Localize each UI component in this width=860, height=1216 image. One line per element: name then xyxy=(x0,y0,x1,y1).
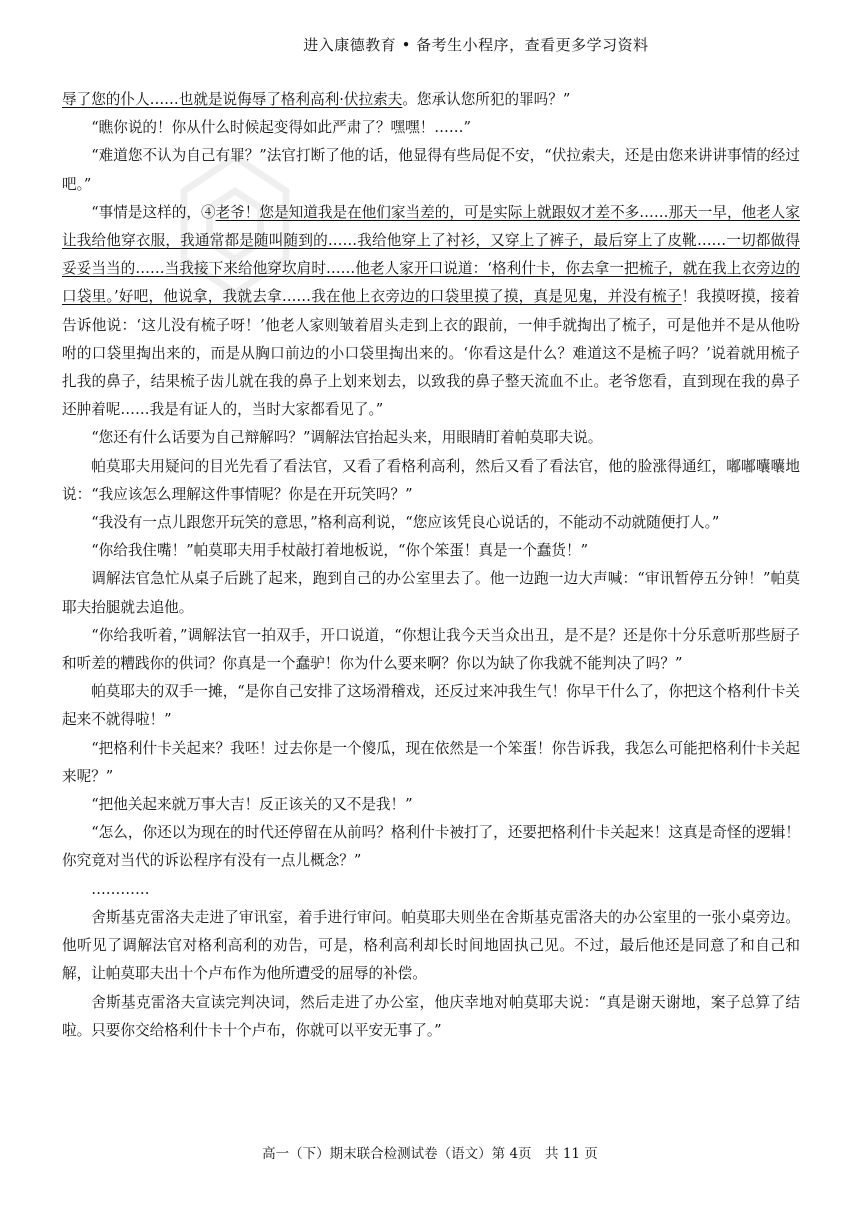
paragraph xyxy=(62,876,800,904)
text-segment: ！我摸呀摸，接着告诉他说：‘这儿没有梳子呀！’他老人家则皱着眉头走到上衣的跟前，一伸手就掏出了梳子，可是他并不是从他吩咐的口袋里掏出来的，而是从胸口前边的小口袋里掏出来的。‘你看这是什么？难道这不是梳子吗？’说着就用梳子扎我的鼻子，结果梳子齿儿就在我的鼻子上划来划去，以致我的鼻子整天流血不止。老爷您看，直到现在我的鼻子还肿着呢……我是有证人的，当时大家都看见了。” xyxy=(62,288,800,419)
paragraph xyxy=(62,989,800,1045)
paragraph xyxy=(62,453,800,509)
header-text: 进入康德教育 • 备考生小程序，查看更多学习资料 xyxy=(303,36,649,54)
text-segment: 舍斯基克雷洛夫走进了审讯室，着手进行审问。帕莫耶夫则坐在舍斯基克雷洛夫的办公室里的一张小桌旁边。他听见了调解法官对格利高利的劝告，可是，格利高利却长时间地固执己见。不过，最后他还是同意了和自己和解，让帕莫耶夫出十个卢布作为他所遭受的屈辱的补偿。 xyxy=(62,908,800,983)
text-segment: “您还有什么话要为自己辩解吗？”调解法官抬起头来，用眼睛盯着帕莫耶夫说。 xyxy=(91,429,603,447)
text-segment: 。您承认您所犯的罪吗？” xyxy=(402,91,571,108)
paragraph xyxy=(62,199,800,425)
text-segment: ………… xyxy=(91,880,150,898)
text-segment: 舍斯基克雷洛夫宣读完判决词，然后走进了办公室，他庆幸地对帕莫耶夫说：“真是谢天谢地，案子总算了结啦。只要你交给格利什卡十个卢布，你就可以平安无事了。” xyxy=(62,993,800,1039)
paragraph xyxy=(62,904,800,989)
text-segment: “瞧你说的！你从什么时候起变得如此严肃了？嘿嘿！……” xyxy=(91,119,471,137)
underlined-text: 老爷！您是知道我是在他们家当差的，可是实际上就跟奴才差不多……那天一早，他老人家让我给他穿衣服，我通常都是随叫随到的……我给他穿上了衬衫，又穿上了裤子，最后穿上了皮靴……一切都做得妥妥当当的……当我接下来给他穿坎肩时……他老人家开口说道：‘格利什卡，你去拿一把梳子，就在我上衣旁边的口袋里。’好吧，他说拿，我就去拿……我在他上衣旁边的口袋里摸了摸，真是见鬼，并没有梳子 xyxy=(62,203,800,306)
text-segment: “你给我听着，”调解法官一拍双手，开口说道，“你想让我今天当众出丑，是不是？还是你十分乐意听那些厨子和听差的糟践你的供词？你真是一个蠢驴！你为什么要来啊？你以为缺了你我就不能判决了吗？” xyxy=(62,626,800,673)
paragraph xyxy=(62,86,800,114)
text-segment: “怎么，你还以为现在的时代还停留在从前吗？格利什卡被打了，还要把格利什卡关起来！这真是奇怪的逻辑！你究竟对当代的诉讼程序有没有一点儿概念？” xyxy=(62,824,800,870)
paragraph xyxy=(62,142,800,198)
text-segment: 帕莫耶夫的双手一摊，“是你自己安排了这场滑稽戏，还反过来冲我生气！你早干什么了，你把这个格利什卡关起来不就得啦！” xyxy=(62,683,800,729)
text-segment: “你给我住嘴！”帕莫耶夫用手杖敲打着地板说，“你个笨蛋！真是一个蠢货！” xyxy=(91,542,589,560)
text-segment: 调解法官急忙从桌子后跳了起来，跑到自己的办公室里去了。他一边跑一边大声喊：“审讯暂停五分钟！”帕莫耶夫抬腿就去追他。 xyxy=(62,570,800,616)
paragraph xyxy=(62,735,800,791)
text-segment: “难道您不认为自己有罪？”法官打断了他的话，他显得有些局促不安，“伏拉索夫，还是由您来讲讲事情的经过吧。” xyxy=(62,147,800,193)
text-segment: “把他关起来就万事大吉！反正该关的又不是我！” xyxy=(91,796,413,814)
text-segment: 帕莫耶夫用疑问的目光先看了看法官，又看了看格利高利，然后又看了看法官，他的脸涨得通红，嘟嘟囔囔地说：“我应该怎么理解这件事情呢？你是在开玩笑吗？” xyxy=(62,457,800,503)
paragraph xyxy=(62,537,800,565)
paragraph xyxy=(62,678,800,734)
text-segment: “把格利什卡关起来？我呸！过去你是一个傻瓜，现在依然是一个笨蛋！你告诉我，我怎么可能把格利什卡关起来呢？” xyxy=(62,739,800,785)
paragraph xyxy=(62,819,800,875)
underlined-text: 辱了您的仆人……也就是说侮辱了格利高利·伏拉索夫 xyxy=(62,91,403,108)
page-header xyxy=(0,34,860,55)
paragraph xyxy=(62,791,800,819)
text-segment: “事情是这样的，④ xyxy=(91,203,216,221)
paragraph xyxy=(62,114,800,142)
paragraph xyxy=(62,424,800,452)
article-body xyxy=(62,86,800,1045)
paragraph xyxy=(62,509,800,537)
paragraph xyxy=(62,622,800,678)
text-segment: “我没有一点儿跟您开玩笑的意思，”格利高利说，“您应该凭良心说话的，不能动不动就随便打人。” xyxy=(91,514,720,532)
page-footer: 高一（下）期末联合检测试卷（语文）第 4页 共 11 页 xyxy=(262,1146,598,1162)
paragraph xyxy=(62,565,800,621)
